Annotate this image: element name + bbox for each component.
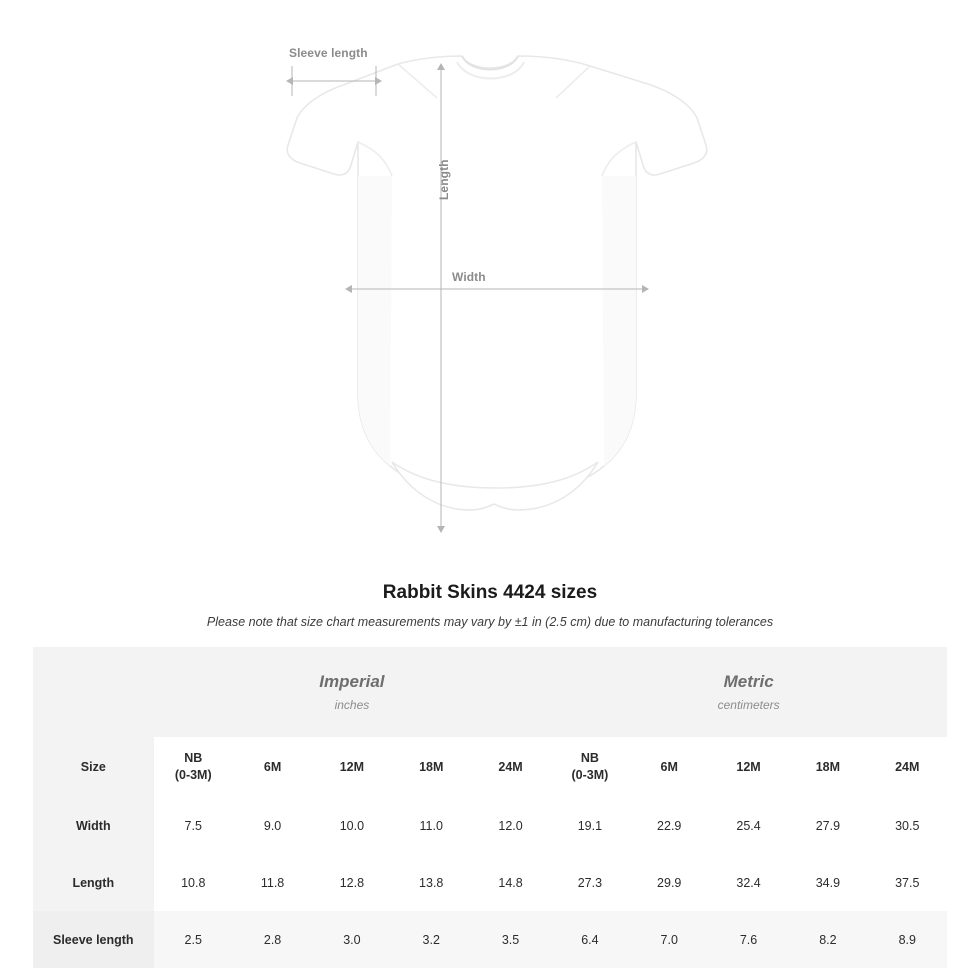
table-row	[33, 854, 947, 911]
cell-length-imperial-12m: 12.8	[312, 854, 391, 911]
cell-width-imperial-12m: 10.0	[312, 797, 391, 854]
header-size: Size	[33, 737, 154, 797]
size-table-body	[33, 797, 947, 968]
cell-length-imperial-nb: 10.8	[154, 854, 233, 911]
sleeve-length-dimension-label: Sleeve length	[289, 46, 368, 60]
cell-length-metric-24m: 37.5	[868, 854, 947, 911]
unit-group-metric	[550, 647, 947, 737]
unit-header-row	[33, 647, 947, 737]
header-imperial-18m: 18M	[392, 737, 471, 797]
cell-sleeve-imperial-nb: 2.5	[154, 911, 233, 968]
header-metric-12m: 12M	[709, 737, 788, 797]
cell-width-metric-24m: 30.5	[868, 797, 947, 854]
header-metric-24m: 24M	[868, 737, 947, 797]
cell-length-imperial-18m: 13.8	[392, 854, 471, 911]
header-imperial-6m: 6M	[233, 737, 312, 797]
cell-sleeve-metric-18m: 8.2	[788, 911, 867, 968]
cell-sleeve-imperial-12m: 3.0	[312, 911, 391, 968]
header-imperial-12m: 12M	[312, 737, 391, 797]
width-dimension-label: Width	[452, 270, 486, 284]
cell-length-imperial-24m: 14.8	[471, 854, 550, 911]
cell-width-metric-12m: 25.4	[709, 797, 788, 854]
cell-width-metric-18m: 27.9	[788, 797, 867, 854]
header-imperial-nb: NB (0-3M)	[154, 737, 233, 797]
header-metric-18m: 18M	[788, 737, 867, 797]
cell-width-imperial-6m: 9.0	[233, 797, 312, 854]
unit-metric-name: Metric	[723, 672, 774, 691]
cell-length-metric-6m: 29.9	[630, 854, 709, 911]
unit-metric-sub: centimeters	[717, 698, 780, 712]
row-label-width: Width	[33, 797, 154, 854]
cell-width-metric-6m: 22.9	[630, 797, 709, 854]
cell-width-imperial-24m: 12.0	[471, 797, 550, 854]
cell-length-metric-12m: 32.4	[709, 854, 788, 911]
table-row	[33, 797, 947, 854]
cell-length-metric-18m: 34.9	[788, 854, 867, 911]
row-label-length: Length	[33, 854, 154, 911]
unit-imperial-sub: inches	[334, 698, 370, 712]
header-metric-6m: 6M	[630, 737, 709, 797]
length-dimension-label: Length	[437, 159, 451, 200]
cell-sleeve-metric-nb: 6.4	[550, 911, 629, 968]
cell-length-imperial-6m: 11.8	[233, 854, 312, 911]
column-header-row	[33, 737, 947, 797]
size-table-wrapper	[33, 647, 947, 968]
title-block	[0, 582, 980, 629]
cell-sleeve-imperial-18m: 3.2	[392, 911, 471, 968]
row-label-sleeve-length: Sleeve length	[33, 911, 154, 968]
cell-sleeve-metric-6m: 7.0	[630, 911, 709, 968]
cell-sleeve-metric-12m: 7.6	[709, 911, 788, 968]
cell-length-metric-nb: 27.3	[550, 854, 629, 911]
cell-sleeve-metric-24m: 8.9	[868, 911, 947, 968]
header-metric-nb: NB (0-3M)	[550, 737, 629, 797]
unit-corner-cell	[33, 647, 154, 737]
cell-width-metric-nb: 19.1	[550, 797, 629, 854]
cell-sleeve-imperial-6m: 2.8	[233, 911, 312, 968]
unit-imperial-name: Imperial	[319, 672, 385, 691]
tolerance-note: Please note that size chart measurements may vary by ±1 in (2.5 cm) due to manufacturing tolerances	[206, 615, 774, 629]
page-title: Rabbit Skins 4424 sizes	[382, 582, 598, 603]
header-imperial-24m: 24M	[471, 737, 550, 797]
table-row	[33, 911, 947, 968]
size-table	[33, 647, 947, 968]
cell-width-imperial-18m: 11.0	[392, 797, 471, 854]
unit-group-imperial	[154, 647, 551, 737]
cell-width-imperial-nb: 7.5	[154, 797, 233, 854]
cell-sleeve-imperial-24m: 3.5	[471, 911, 550, 968]
